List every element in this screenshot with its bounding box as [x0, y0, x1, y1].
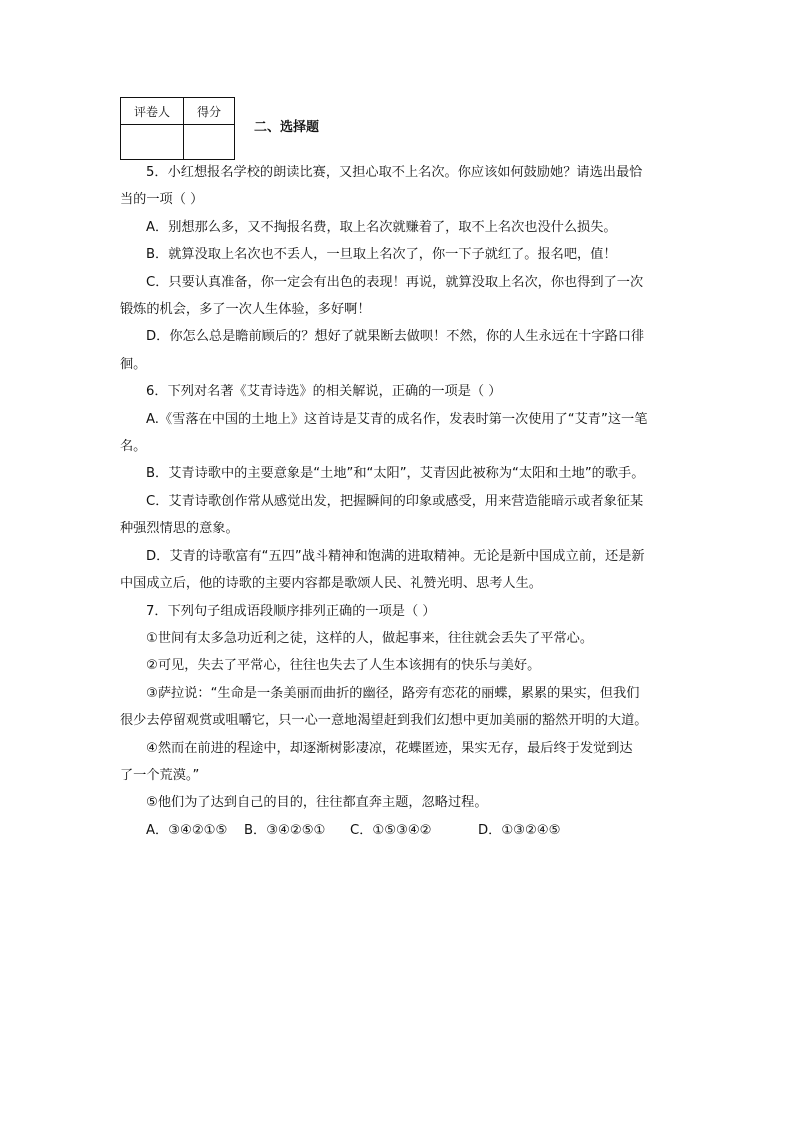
text-line: 徊。: [120, 356, 147, 372]
text-line: 6．下列对名著《艾青诗选》的相关解说，正确的一项是（ ）: [146, 384, 502, 400]
q7-option-a: A．③④②①⑤: [146, 822, 228, 838]
sentence-line: ④然而在前进的程途中，却逐渐树影凄凉，花蝶匿迹，果实无存，最后终于发觉到达: [146, 740, 633, 756]
sentence-line: ⑤他们为了达到自己的目的，往往都直奔主题，忽略过程。: [146, 795, 488, 811]
text-line: 当的一项（ ）: [120, 192, 204, 208]
text-line: 5．小红想报名学校的朗读比赛，又担心取不上名次。你应该如何鼓励她？请选出最恰: [146, 165, 643, 180]
option-line: C．只要认真准备，你一定会有出色的表现！再说，就算没取上名次，你也得到了一次: [146, 274, 644, 290]
text-line: 中国成立后，他的诗歌的主要内容都是歌颂人民、礼赞光明、思考人生。: [120, 576, 542, 592]
text-line: 了一个荒漠。”: [120, 767, 200, 783]
score-cell[interactable]: [184, 125, 235, 160]
option-line: D．艾青的诗歌富有“五四”战斗精神和饱满的进取精神。无论是新中国成立前，还是新: [146, 548, 645, 564]
option-line: A.《雪落在中国的土地上》这首诗是艾青的成名作，发表时第一次使用了“艾青”这一笔: [146, 411, 648, 427]
q7-option-b: B．③④②⑤①: [244, 822, 326, 838]
grader-cell[interactable]: [121, 125, 184, 160]
q7-option-c: C．①⑤③④②: [350, 822, 432, 838]
question-body: [120, 159, 676, 844]
text-line: 锻炼的机会，多了一次人生体验，多好啊！: [120, 302, 371, 318]
score-header: 得分: [184, 98, 235, 125]
option-line: A．别想那么多，又不掏报名费，取上名次就赚着了，取不上名次也没什么损失。: [146, 219, 617, 235]
score-table: [120, 97, 235, 160]
q7-options: [120, 817, 676, 844]
option-line: D．你怎么总是瞻前顾后的？想好了就果断去做呗！不然，你的人生永远在十字路口徘: [146, 329, 645, 345]
grader-header: 评卷人: [121, 98, 184, 125]
text-line: 7．下列句子组成语段顺序排列正确的一项是（ ）: [146, 603, 436, 619]
q7-option-d: D．①③②④⑤: [478, 822, 561, 838]
option-line: B．艾青诗歌中的主要意象是“土地”和“太阳”，艾青因此被称为“太阳和土地”的歌手。: [146, 466, 645, 482]
option-line: B．就算没取上名次也不丢人，一旦取上名次了，你一下子就红了。报名吧，值！: [146, 247, 617, 263]
text-line: 很少去停留观赏或咀嚼它，只一心一意地渴望赶到我们幻想中更加美丽的豁然开明的大道。: [120, 713, 648, 729]
text-line: 名。: [120, 439, 147, 455]
sentence-line: ③萨拉说：“生命是一条美丽而曲折的幽径，路旁有恋花的丽蝶，累累的果实，但我们: [146, 685, 640, 701]
section-title: 二、选择题: [254, 120, 320, 135]
sentence-line: ①世间有太多急功近利之徒，这样的人，做起事来，往往就会丢失了平常心。: [146, 630, 594, 646]
sentence-line: ②可见，失去了平常心，往往也失去了人生本该拥有的快乐与美好。: [146, 658, 541, 674]
option-line: C．艾青诗歌创作常从感觉出发，把握瞬间的印象或感受，用来营造能暗示或者象征某: [146, 493, 644, 509]
text-line: 种强烈情思的意象。: [120, 521, 239, 537]
